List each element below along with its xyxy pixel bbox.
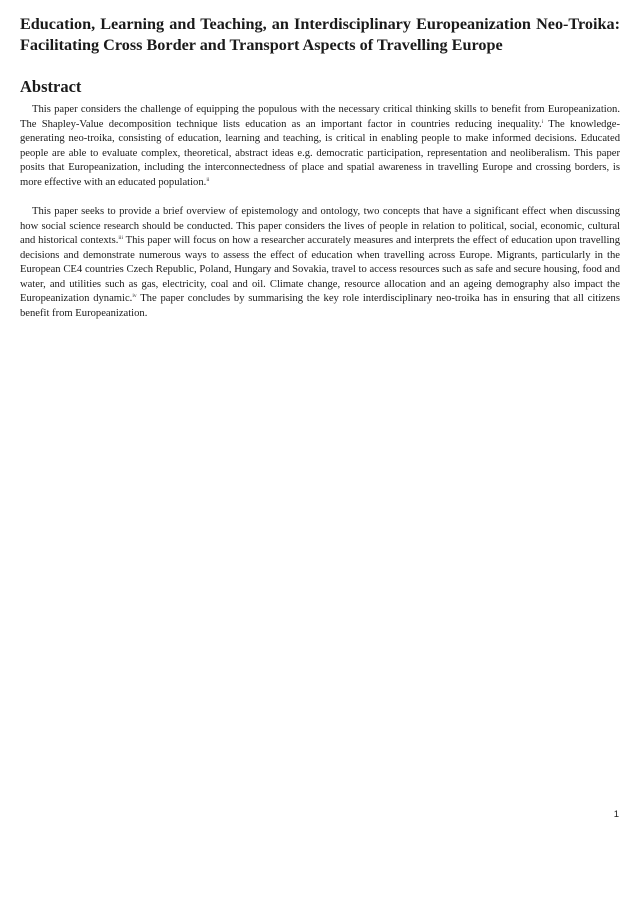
paragraph-2-text-a: This paper seeks to provide a brief overview of epistemology and ontology, two concepts that have a significant effect when discussing how social science research should be conducted. This paper considers the lives of people in relation to political, social, economic, cultural and historical contexts. [20,206,620,246]
page-number: 1 [613,809,619,820]
paragraph-1-text-a: This paper considers the challenge of equipping the populous with the necessary critical thinking skills to benefit from Europeanization. The Shapley-Value decomposition technique lists education as an important factor in countries reducing inequality. [20,104,620,130]
footnote-ref-i[interactable]: i [541,118,544,125]
footnote-ref-iv[interactable]: iv [132,293,137,299]
paragraph-2-text-c: The paper concludes by summarising the key role interdisciplinary neo-troika has in ensuring that all citizens benefit from Europeanization. [20,293,620,319]
paragraph-2-text-b: This paper will focus on how a researcher accurately measures and interprets the effect of education upon travelling decisions and demonstrate numerous ways to assess the effect of education when travelling across Europe. Migrants, particularly in the European CE4 countries Czech Republic, Poland, Hungary and Sovakia, travel to access resources such as safe and secure housing, food and water, and utilities such as gas, electricity, coal and oil. Climate change, resource allocation and an ageing demography also impact the Europeanization dynamic. [20,235,620,304]
abstract-paragraph-2 [20,205,620,321]
paragraph-1-text-b: The knowledge-generating neo-troika, consisting of education, learning and teaching, is critical in enabling people to make informed decisions. Educated people are able to evaluate complex, theoretical, abstract ideas e.g. democratic participation, representation and neoliberalism. This paper posits that Europeanization, including the interconnectedness of place and spatial awareness in travelling Europe and crossing borders, is more effective with an educated population. [20,118,620,188]
document-page [20,14,620,321]
footnote-ref-iii[interactable]: iii [118,235,123,241]
footnote-ref-ii[interactable]: ii [206,176,210,183]
document-title: Education, Learning and Teaching, an Interdisciplinary Europeanization Neo-Troika: Facilitating Cross Border and Transport Aspects of Travelling Europe [20,15,620,54]
abstract-heading: Abstract [20,77,82,96]
abstract-paragraph-1 [20,103,620,190]
